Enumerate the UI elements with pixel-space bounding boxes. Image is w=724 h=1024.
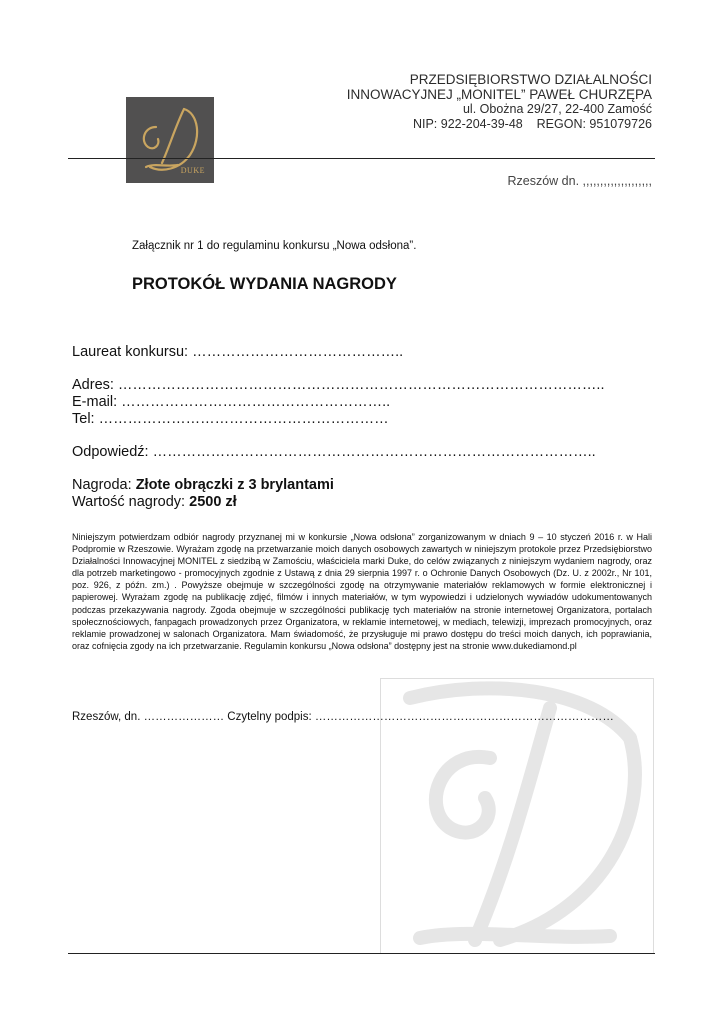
prize-worth-label: Wartość nagrody: [72, 494, 190, 510]
consent-paragraph: Niniejszym potwierdzam odbiór nagrody przyznanej mi w konkursie „Nowa odsłona” zorganizowanym w dniach 9 – 10 styczeń 2016 r. w Hali Podpromie w Rzeszowie. Wyrażam zgodę na przetwarzanie moich danych osobowych zawartych w niniejszym protokole przez Przedsiębiorstwo Działalności Innowacyjnej MONITEL z siedzibą w Zamościu, właściciela marki Duke, do celów związanych z niniejszym wydaniem nagrody, oraz dla potrzeb marketingowo - promocyjnych zgodnie z Ustawą z dnia 29 sierpnia 1997 r. o Ochronie Danych Osobowych (Dz. U. z 2002r., Nr 101, poz. 926, z późn. zm.) . Powyższe obejmuje w szczególności zgodę na otrzymywanie materiałów reklamowych w formie elektronicznej i papierowej. Wyrażam zgodę na publikację zdjęć, filmów i innych materiałów, w tym wypowiedzi i udzielonych wywiadów udokumentowanych podczas przekazywania nagrody. Zgoda obejmuje w szczególności publikację tych materiałów na stronie internetowej Organizatora, portalach społecznościowych, fanpagach prowadzonych przez Organizatora, w reklamie internetowej, w mediach, telewizji, imprezach promocyjnych, oraz reklamie prowadzonej w salonach Organizatora. Mam świadomość, że przysługuje mi prawo dostępu do treści moich danych, ich poprawiania, oraz cofnięcia zgody na ich przetwarzanie. Regulamin konkursu „Nowa odsłona” dostępny jest na stronie www.dukediamond.pl [72, 532, 652, 651]
city-date: Rzeszów dn. ,,,,,,,,,,,,,,,,,,,, [507, 174, 652, 188]
company-name-line1: PRZEDSIĘBIORSTWO DZIAŁALNOŚCI [409, 72, 652, 87]
prize-worth-value: 2500 zł [189, 494, 237, 510]
prize-value-line [72, 494, 237, 510]
header-divider [68, 158, 655, 159]
address-field: Adres: ……………………………………………………………………………………….. [72, 377, 605, 393]
prize-label: Nagroda: [72, 477, 136, 493]
company-logo [126, 97, 214, 183]
email-field: E-mail: ……………………………………………….. [72, 394, 391, 410]
prize-value: Złote obrączki z 3 brylantami [135, 477, 334, 493]
phone-field: Tel: …………………………………………………… [72, 411, 389, 427]
document-title: PROTOKÓŁ WYDANIA NAGRODY [132, 275, 397, 293]
annex-note: Załącznik nr 1 do regulaminu konkursu „Nowa odsłona”. [132, 240, 417, 252]
answer-field: Odpowiedź: ……………………………………………………………………………….. [72, 444, 596, 460]
company-name-line2: INNOWACYJNEJ „MONITEL” PAWEŁ CHURZĘPA [346, 87, 652, 102]
logo-brand-text: DUKE [180, 166, 205, 175]
footer-divider [68, 953, 655, 954]
company-info [347, 72, 652, 132]
signature-line: Rzeszów, dn. ………………… Czytelny podpis: …………………………………………………………………… [72, 711, 614, 723]
prize-line [72, 477, 334, 493]
company-tax-ids: NIP: 922-204-39-48 REGON: 951079726 [412, 117, 652, 131]
company-address: ul. Obożna 29/27, 22-400 Zamość [462, 102, 652, 116]
laureat-field: Laureat konkursu: …………………………………….. [72, 344, 404, 360]
